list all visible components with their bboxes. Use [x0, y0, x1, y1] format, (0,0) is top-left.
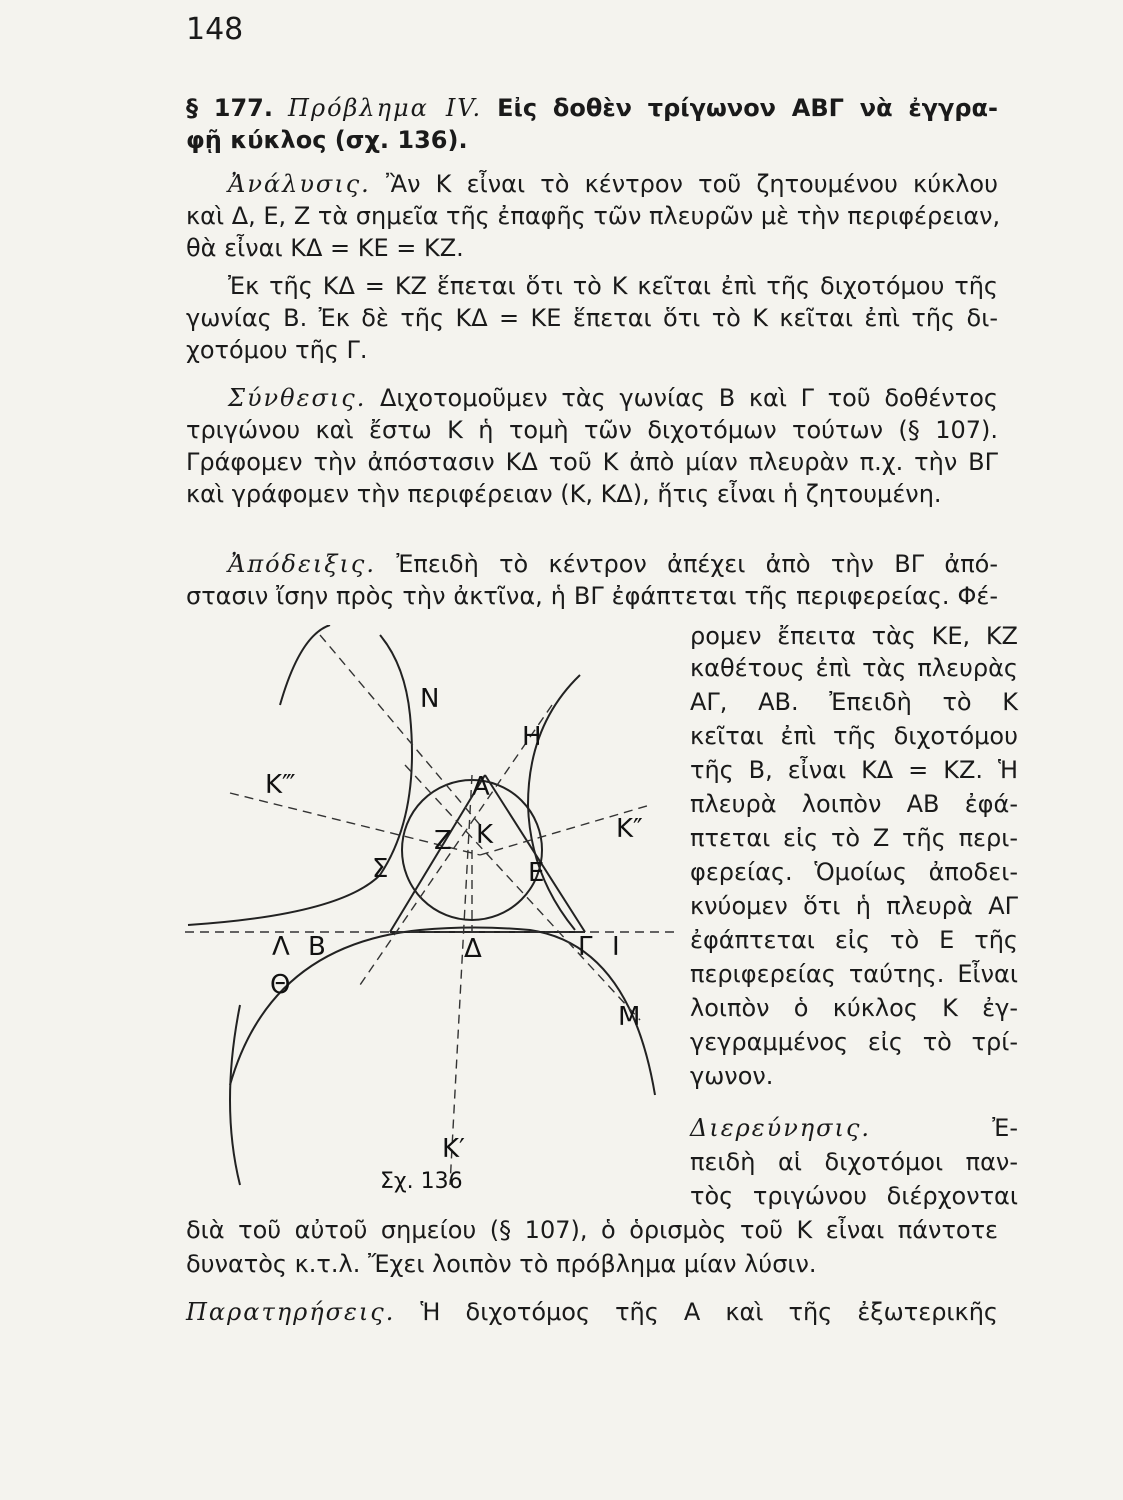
- synthesis-line-2: τριγώνου καὶ ἔστω Κ ἡ τομὴ τῶν διχοτόμων τούτων (§ 107).: [186, 416, 998, 444]
- proof-label: Ἀπόδειξις.: [228, 550, 376, 578]
- page-number: 148: [186, 12, 244, 47]
- external-bisector-G: [405, 765, 640, 1020]
- proof-col-line-12: λοιπὸν ὁ κύκλος Κ ἐγ-: [690, 994, 1018, 1022]
- analysis-line-3: θὰ εἶναι ΚΔ = ΚΕ = ΚΖ.: [186, 234, 464, 262]
- analysis-line-5: γωνίας Β. Ἐκ δὲ τῆς ΚΔ = ΚΕ ἕπεται ὅτι τὸ Κ κεῖται ἐπὶ τῆς δι-: [186, 304, 998, 332]
- discussion-col-line-2: πειδὴ αἱ διχοτόμοι παν-: [690, 1148, 1018, 1176]
- label-K2: Κ″: [616, 814, 643, 844]
- label-M: Μ: [618, 1002, 641, 1032]
- label-H: Η: [522, 722, 542, 752]
- analysis-line-6: χοτόμου τῆς Γ.: [186, 336, 368, 364]
- section-number: § 177.: [186, 94, 273, 122]
- label-I: Ι: [612, 932, 620, 962]
- label-A: Α: [472, 772, 490, 802]
- label-Sigma: Σ: [372, 854, 389, 884]
- proof-col-line-1: ρομεν ἔπειτα τὰς ΚΕ, ΚΖ: [690, 622, 1018, 650]
- bisector-A-down: [450, 775, 472, 1185]
- proof-col-line-14: γωνον.: [690, 1062, 774, 1090]
- section-heading: [186, 92, 998, 124]
- synthesis-line-3: Γράφομεν τὴν ἀπόστασιν ΚΔ τοῦ Κ ἀπὸ μίαν πλευρὰν π.χ. τὴν ΒΓ: [186, 448, 998, 476]
- synthesis-line-4: καὶ γράφομεν τὴν περιφέρειαν (Κ, ΚΔ), ἥτις εἶναι ἡ ζητουμένη.: [186, 480, 942, 508]
- discussion-label: Διερεύνησις.: [690, 1114, 872, 1142]
- problem-label: Πρόβλημα IV.: [288, 94, 483, 122]
- arc-lower-left: [230, 1005, 240, 1185]
- analysis-line-4: Ἐκ τῆς ΚΔ = ΚΖ ἕπεται ὅτι τὸ Κ κεῖται ἐπὶ τῆς διχοτόμου τῆς: [228, 272, 998, 300]
- proof-col-line-4: κεῖται ἐπὶ τῆς διχοτόμου: [690, 722, 1018, 750]
- label-Lambda: Λ: [272, 932, 290, 962]
- analysis-line-1: Ἀνάλυσις. Ἂν Κ εἶναι τὸ κέντρον τοῦ ζητουμένου κύκλου: [228, 170, 998, 198]
- bisector-left-upper: [320, 635, 480, 825]
- label-E: Ε: [528, 858, 545, 888]
- problem-statement-cont: φῇ κύκλος (σχ. 136).: [186, 126, 468, 154]
- problem-statement: Εἰς δοθὲν τρίγωνον ΑΒΓ νὰ ἐγγρα-: [497, 94, 998, 122]
- proof-col-line-10: ἐφάπτεται εἰς τὸ Ε τῆς: [690, 926, 1018, 954]
- side-AG: [485, 775, 585, 932]
- label-K: Κ: [476, 820, 494, 850]
- proof-col-line-3: ΑΓ, ΑΒ. Ἐπειδὴ τὸ Κ: [690, 688, 1018, 716]
- figure-136: [180, 625, 685, 1210]
- label-Gamma: Γ: [578, 932, 593, 962]
- proof-col-line-6: πλευρὰ λοιπὸν ΑΒ ἐφά-: [690, 790, 1018, 818]
- discussion-line-2: δυνατὸς κ.τ.λ. Ἔχει λοιπὸν τὸ πρόβλημα μίαν λύσιν.: [186, 1250, 817, 1278]
- synthesis-label: Σύνθεσις.: [228, 384, 367, 412]
- label-K1: Κ′: [442, 1134, 465, 1164]
- proof-col-line-7: πτεται εἰς τὸ Ζ τῆς περι-: [690, 824, 1018, 852]
- remarks-label: Παρατηρήσεις.: [186, 1298, 396, 1326]
- proof-col-line-9: κνύομεν ὅτι ἡ πλευρὰ ΑΓ: [690, 892, 1018, 920]
- proof-col-line-11: περιφερείας ταύτης. Εἶναι: [690, 960, 1018, 988]
- label-Z: Ζ: [434, 826, 452, 856]
- label-Delta: Δ: [464, 934, 482, 964]
- discussion-col-line-1: Διερεύνησις. Ἐ-: [690, 1114, 1018, 1142]
- synthesis-line-1: Σύνθεσις. Διχοτομοῦμεν τὰς γωνίας Β καὶ Γ τοῦ δοθέντος: [228, 384, 998, 412]
- label-N: Ν: [420, 684, 440, 714]
- label-Theta: Θ: [270, 970, 291, 1000]
- label-B: Β: [308, 932, 326, 962]
- section-heading-cont: [186, 124, 998, 156]
- proof-col-line-8: φερείας. Ὁμοίως ἀποδει-: [690, 858, 1018, 886]
- excircle-right-arc: [528, 675, 580, 930]
- label-K3: Κ‴: [265, 770, 296, 800]
- proof-col-line-5: τῆς Β, εἶναι ΚΔ = ΚΖ. Ἡ: [690, 756, 1018, 784]
- discussion-col-line-3: τὸς τριγώνου διέρχονται: [690, 1182, 1018, 1210]
- discussion-line-1: διὰ τοῦ αὐτοῦ σημείου (§ 107), ὁ ὁρισμὸς τοῦ Κ εἶναι πάντοτε: [186, 1216, 998, 1244]
- figure-caption: Σχ. 136: [380, 1169, 463, 1194]
- analysis-label: Ἀνάλυσις.: [228, 170, 371, 198]
- proof-line-1: Ἀπόδειξις. Ἐπειδὴ τὸ κέντρον ἀπέχει ἀπὸ τὴν ΒΓ ἀπό-: [228, 550, 999, 578]
- proof-line-2: στασιν ἴσην πρὸς τὴν ἀκτῖνα, ἡ ΒΓ ἐφάπτεται τῆς περιφερείας. Φέ-: [186, 582, 998, 610]
- proof-col-line-13: γεγραμμένος εἰς τὸ τρί-: [690, 1028, 1018, 1056]
- remarks-line: Παρατηρήσεις. Ἡ διχοτόμος τῆς Α καὶ τῆς ἐξωτερικῆς: [186, 1298, 998, 1326]
- analysis-line-2: καὶ Δ, Ε, Ζ τὰ σημεῖα τῆς ἐπαφῆς τῶν πλευρῶν μὲ τὴν περιφέρειαν,: [186, 202, 1001, 230]
- proof-col-line-2: καθέτους ἐπὶ τὰς πλευρὰς: [690, 654, 1018, 682]
